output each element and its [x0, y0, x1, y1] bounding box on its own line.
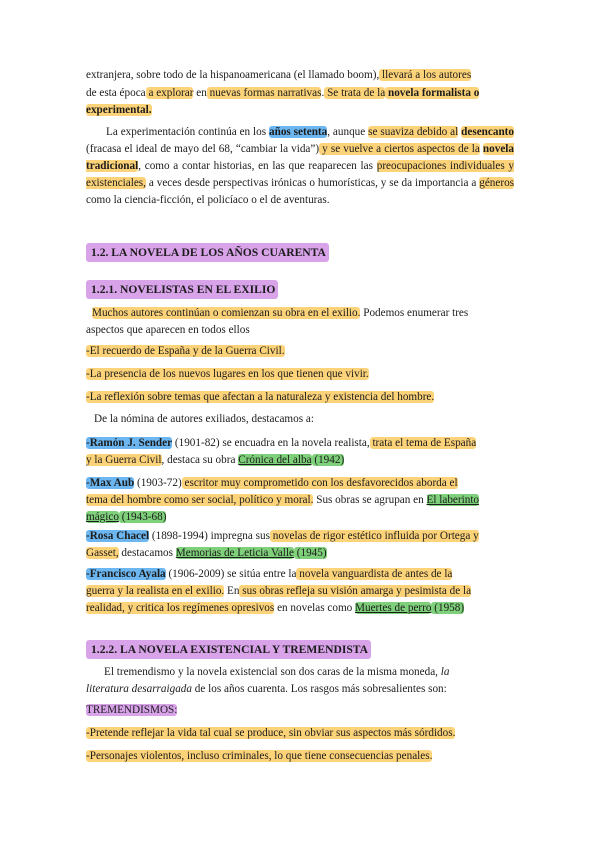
list-item-reflexion: [86, 389, 434, 406]
highlight-green: (1943-68): [118, 511, 167, 523]
tremendismo-intro-line2: [86, 681, 447, 698]
text: como la ciencia-ficción, el policíaco o el de aventuras.: [86, 194, 330, 206]
text: , aunque: [327, 126, 366, 138]
highlight-blue-bold: -Ramón J. Sender: [86, 437, 173, 449]
highlight-yellow: géneros: [479, 177, 515, 189]
highlight-yellow: a explorar: [145, 87, 194, 99]
paragraph-boom-line1: [86, 67, 471, 84]
highlight-yellow: se suaviza debido al: [368, 126, 459, 138]
highlight-yellow: sus obras refleja su visión amarga y pesimista de la: [239, 585, 472, 597]
author-ayala-line2: [86, 583, 471, 600]
author-chacel-line2: [86, 545, 327, 562]
list-item-pretende-reflejar: [86, 725, 455, 742]
paragraph-boom-line3: [86, 102, 152, 119]
highlight-yellow-bold: novela formalista o: [385, 87, 480, 99]
highlight-yellow: realidad, y critica los regímenes opresivos: [86, 602, 275, 614]
text: a veces desde perspectivas irónicas o humorísticas, y se da importancia a: [145, 177, 477, 189]
paragraph-anos-setenta: [86, 124, 514, 209]
tremendismos-label: [86, 702, 177, 719]
highlight-yellow: Gasset,: [86, 547, 119, 559]
text: Sus obras se agrupan en: [313, 494, 424, 506]
highlight-blue-bold: años setenta: [269, 126, 328, 138]
highlight-blue-bold: -Max Aub: [86, 477, 135, 489]
highlight-green: (1958): [431, 602, 465, 614]
text: .: [321, 87, 325, 99]
text: , destaca su obra: [161, 454, 236, 466]
highlight-yellow: Se trata de la: [324, 87, 386, 99]
highlight-blue-bold: -Rosa Chacel: [86, 530, 150, 542]
text: (1898-1994) impregna sus: [149, 530, 270, 542]
author-aub-line2: [86, 492, 479, 509]
highlight-blue-bold: -Francisco Ayala: [86, 568, 166, 580]
text: , como a contar historias, en las que reaparecen las: [138, 160, 373, 172]
highlight-green: (1942): [311, 454, 345, 466]
text: El tremendismo y la novela existencial son dos caras de la misma moneda,: [104, 666, 438, 678]
author-ayala-line3: [86, 600, 464, 617]
text: (fracasa el ideal de mayo del 68, “cambiar la vida”): [86, 143, 320, 155]
text: de los años cuarenta. Los rasgos más sobresalientes son:: [191, 683, 447, 695]
highlight-yellow: -La reflexión sobre temas que afectan a la naturaleza y existencia del hombre.: [86, 391, 435, 403]
author-ayala-line1: [86, 566, 452, 583]
highlight-yellow-bold: novela tradicional: [86, 143, 514, 172]
highlight-yellow: preocupaciones individuales y existenciales,: [86, 160, 515, 189]
text: La experimentación continúa en los: [106, 126, 267, 138]
highlight-yellow: y se vuelve a ciertos aspectos de la: [319, 143, 480, 155]
text: en novelas como: [274, 602, 353, 614]
highlight-green-work: Muertes de perro: [355, 602, 432, 614]
highlight-yellow: novelas de rigor estético influida por Ortega y: [269, 530, 479, 542]
highlight-yellow: -El recuerdo de España y de la Guerra Civil.: [86, 345, 285, 357]
text: (1901-82) se encuadra en la novela realista,: [172, 437, 370, 449]
highlight-yellow: llevará a los autores: [379, 69, 472, 81]
highlight-green-work: mágico: [86, 511, 119, 523]
section-heading-1-2-2: 1.2.2. LA NOVELA EXISTENCIAL Y TREMENDISTA: [86, 640, 371, 659]
highlight-purple: TREMENDISMOS:: [86, 704, 178, 716]
section-heading-1-2-1: 1.2.1. NOVELISTAS EN EL EXILIO: [86, 280, 278, 299]
highlight-green-work: El laberinto: [426, 494, 480, 506]
exilio-intro-line1: [86, 305, 468, 322]
highlight-yellow: nuevas formas narrativas: [206, 87, 322, 99]
text: extranjera, sobre todo de la hispanoamericana (el llamado boom),: [86, 69, 380, 81]
author-aub-line3: [86, 509, 166, 526]
nomina-line: De la nómina de autores exiliados, destacamos a:: [94, 413, 314, 425]
highlight-yellow-bold: experimental.: [86, 104, 152, 116]
text: En: [224, 585, 240, 597]
text: destacamos: [118, 547, 173, 559]
author-aub-line1: [86, 475, 458, 492]
highlight-green-work: Memorias de Leticia Valle: [175, 547, 294, 559]
highlight-yellow: tema del hombre como ser social, político y moral.: [86, 494, 314, 506]
highlight-yellow: guerra y la realista en el exilio.: [86, 585, 225, 597]
highlight-yellow: -Personajes violentos, incluso criminales, lo que tiene consecuencias penales.: [86, 750, 433, 762]
highlight-green-work: Crónica del alba: [238, 454, 312, 466]
text: (1903-72): [134, 477, 182, 489]
highlight-yellow: Muchos autores continúan o comienzan su obra en el exilio.: [92, 307, 361, 319]
text: de esta época: [86, 87, 146, 99]
text-italic: literatura desarraigada: [86, 683, 192, 695]
text: en: [193, 87, 207, 99]
paragraph-boom-line2: [86, 85, 479, 102]
list-item-personajes-violentos: [86, 748, 432, 765]
author-sender-line2: [86, 452, 344, 469]
text: Podemos enumerar tres: [360, 307, 469, 319]
text-italic: la: [437, 666, 450, 678]
tremendismo-intro-line1: [86, 664, 449, 681]
highlight-yellow: -La presencia de los nuevos lugares en los que tienen que vivir.: [86, 368, 369, 380]
highlight-green: (1945): [293, 547, 327, 559]
highlight-yellow: escritor muy comprometido con los desfavorecidos aborda el: [181, 477, 458, 489]
list-item-recuerdo: [86, 343, 285, 360]
author-sender-line1: [86, 435, 476, 452]
author-chacel-line1: [86, 528, 479, 545]
highlight-yellow: -Pretende reflejar la vida tal cual se produce, sin obviar sus aspectos más sórdidos.: [86, 727, 456, 739]
highlight-yellow: y la Guerra Civil: [86, 454, 162, 466]
highlight-yellow: novela vanguardista de antes de la: [296, 568, 453, 580]
text: (1906-2009) se sitúa entre la: [165, 568, 297, 580]
exilio-intro-line2: aspectos que aparecen en todos ellos: [86, 324, 250, 336]
list-item-nuevos-lugares: [86, 366, 369, 383]
highlight-yellow-bold: desencanto: [461, 126, 515, 138]
highlight-yellow: trata el tema de España: [369, 437, 477, 449]
section-heading-1-2: 1.2. LA NOVELA DE LOS AÑOS CUARENTA: [86, 243, 329, 262]
